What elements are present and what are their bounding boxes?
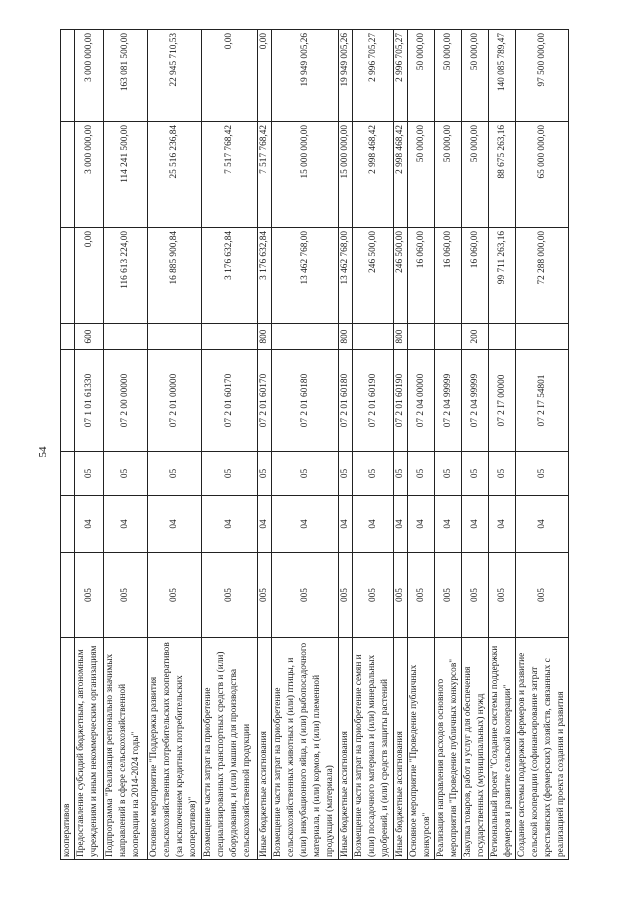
ved-code-cell: 005 — [258, 553, 272, 638]
pr-code-cell: 05 — [462, 452, 489, 496]
rz-code-cell — [61, 496, 75, 553]
amount-2-cell: 25 516 236,84 — [148, 122, 202, 228]
pr-code-cell: 05 — [148, 452, 202, 496]
pr-code-cell: 05 — [258, 452, 272, 496]
amount-2-cell: 50 000,00 — [462, 122, 489, 228]
name-cell: Реализация направления расходов основного мероприятия "Проведение публичных конкурсов" — [435, 638, 462, 860]
rz-code-cell: 04 — [408, 496, 435, 553]
budget-row — [408, 30, 435, 860]
amount-2-cell: 50 000,00 — [408, 122, 435, 228]
budget-row — [516, 30, 569, 860]
name-cell: Возмещение части затрат на приобретение сельскохозяйственных животных и (или) птицы, и (или) инкубационного яйца, и (или) рыбопосадочного материала, и (или) кормов, и (или) племенной продукции (материала) — [272, 638, 339, 860]
pr-code-cell: 05 — [104, 452, 148, 496]
pr-code-cell: 05 — [408, 452, 435, 496]
rz-code-cell: 04 — [148, 496, 202, 553]
amount-2-cell: 65 000 000,00 — [516, 122, 569, 228]
pr-code-cell: 05 — [272, 452, 339, 496]
budget-row — [489, 30, 516, 860]
budget-row — [339, 30, 353, 860]
budget-row — [202, 30, 258, 860]
rotated-document-page — [30, 30, 590, 860]
amount-1-cell: 0,00 — [75, 228, 104, 324]
pr-code-cell — [61, 452, 75, 496]
vr-code-cell: 200 — [462, 324, 489, 350]
name-cell: Подпрограмма "Реализация регионально значимых направлений в сфере сельскохозяйственной кооперации на 2014-2024 годы" — [104, 638, 148, 860]
amount-1-cell: 3 176 632,84 — [202, 228, 258, 324]
rz-code-cell: 04 — [258, 496, 272, 553]
csr-code-cell: 07 2 01 60180 — [339, 350, 353, 452]
name-cell: Иные бюджетные ассигнования — [258, 638, 272, 860]
pr-code-cell: 05 — [516, 452, 569, 496]
amount-2-cell: 15 000 000,00 — [272, 122, 339, 228]
rz-code-cell: 04 — [339, 496, 353, 553]
amount-1-cell: 116 613 224,00 — [104, 228, 148, 324]
ved-code-cell: 005 — [75, 553, 104, 638]
name-cell: Иные бюджетные ассигнования — [394, 638, 408, 860]
rz-code-cell: 04 — [272, 496, 339, 553]
ved-code-cell: 005 — [435, 553, 462, 638]
name-cell: Закупка товаров, работ и услуг для обеспечения государственных (муниципальных) нужд — [462, 638, 489, 860]
amount-2-cell — [61, 122, 75, 228]
pr-code-cell: 05 — [435, 452, 462, 496]
amount-1-cell: 16 060,00 — [462, 228, 489, 324]
name-cell: Возмещение части затрат на приобретение специализированных транспортных средств и (или) оборудования, и (или) машин для производства сельскохозяйственной продукции — [202, 638, 258, 860]
rz-code-cell: 04 — [435, 496, 462, 553]
ved-code-cell: 005 — [104, 553, 148, 638]
rz-code-cell: 04 — [462, 496, 489, 553]
csr-code-cell: 07 2 04 00000 — [408, 350, 435, 452]
budget-row — [435, 30, 462, 860]
csr-code-cell: 07 2 I7 00000 — [489, 350, 516, 452]
csr-code-cell: 07 2 01 60170 — [258, 350, 272, 452]
ved-code-cell: 005 — [272, 553, 339, 638]
amount-1-cell: 16 885 900,84 — [148, 228, 202, 324]
csr-code-cell: 07 2 01 60180 — [272, 350, 339, 452]
amount-1-cell: 246 500,00 — [394, 228, 408, 324]
ved-code-cell — [61, 553, 75, 638]
csr-code-cell: 07 2 04 99999 — [435, 350, 462, 452]
budget-row — [61, 30, 75, 860]
ved-code-cell: 005 — [489, 553, 516, 638]
pr-code-cell: 05 — [202, 452, 258, 496]
amount-2-cell: 7 517 768,42 — [202, 122, 258, 228]
amount-3-cell: 19 949 005,26 — [272, 30, 339, 122]
vr-code-cell — [61, 324, 75, 350]
vr-code-cell — [435, 324, 462, 350]
budget-row — [462, 30, 489, 860]
amount-3-cell: 22 945 710,53 — [148, 30, 202, 122]
amount-3-cell: 163 081 500,00 — [104, 30, 148, 122]
amount-3-cell: 50 000,00 — [435, 30, 462, 122]
vr-code-cell — [516, 324, 569, 350]
rz-code-cell: 04 — [516, 496, 569, 553]
name-cell: кооперативов — [61, 638, 75, 860]
csr-code-cell: 07 2 01 60190 — [394, 350, 408, 452]
budget-row — [394, 30, 408, 860]
vr-code-cell — [104, 324, 148, 350]
amount-3-cell: 2 996 705,27 — [353, 30, 394, 122]
name-cell: Предоставление субсидий бюджетным, автономным учреждениям и иным некоммерческим организациям — [75, 638, 104, 860]
amount-3-cell: 3 000 000,00 — [75, 30, 104, 122]
rz-code-cell: 04 — [75, 496, 104, 553]
vr-code-cell — [148, 324, 202, 350]
amount-2-cell: 2 998 468,42 — [353, 122, 394, 228]
pr-code-cell: 05 — [394, 452, 408, 496]
amount-3-cell: 50 000,00 — [462, 30, 489, 122]
amount-2-cell: 88 675 263,16 — [489, 122, 516, 228]
budget-row — [148, 30, 202, 860]
vr-code-cell — [202, 324, 258, 350]
amount-3-cell — [61, 30, 75, 122]
vr-code-cell: 800 — [339, 324, 353, 350]
amount-2-cell: 7 517 768,42 — [258, 122, 272, 228]
amount-1-cell: 13 462 768,00 — [272, 228, 339, 324]
name-cell: Основное мероприятие "Поддержка развития сельскохозяйственных потребительских кооперативов (за исключением кредитных потребительских кооперативов)" — [148, 638, 202, 860]
amount-3-cell: 0,00 — [258, 30, 272, 122]
ved-code-cell: 005 — [394, 553, 408, 638]
vr-code-cell: 800 — [258, 324, 272, 350]
name-cell: Возмещение части затрат на приобретение семян и (или) посадочного материала и (или) минеральных удобрений, и (или) средств защиты растений — [353, 638, 394, 860]
page-number: 54 — [37, 446, 49, 458]
pr-code-cell: 05 — [75, 452, 104, 496]
ved-code-cell: 005 — [148, 553, 202, 638]
amount-3-cell: 19 949 005,26 — [339, 30, 353, 122]
vr-code-cell — [353, 324, 394, 350]
rz-code-cell: 04 — [394, 496, 408, 553]
pr-code-cell: 05 — [489, 452, 516, 496]
amount-1-cell: 16 060,00 — [408, 228, 435, 324]
amount-3-cell: 0,00 — [202, 30, 258, 122]
ved-code-cell: 005 — [339, 553, 353, 638]
amount-1-cell: 99 711 263,16 — [489, 228, 516, 324]
name-cell: Основное мероприятие "Проведение публичных конкурсов" — [408, 638, 435, 860]
rz-code-cell: 04 — [104, 496, 148, 553]
budget-row — [272, 30, 339, 860]
name-cell: Региональный проект "Создание системы поддержки фермеров и развитие сельской кооперации" — [489, 638, 516, 860]
vr-code-cell — [272, 324, 339, 350]
budget-row — [258, 30, 272, 860]
amount-2-cell: 3 000 000,00 — [75, 122, 104, 228]
csr-code-cell: 07 2 I7 54801 — [516, 350, 569, 452]
budget-table — [60, 29, 569, 860]
amount-2-cell: 2 998 468,42 — [394, 122, 408, 228]
csr-code-cell: 07 2 04 99999 — [462, 350, 489, 452]
csr-code-cell: 07 2 01 00000 — [148, 350, 202, 452]
csr-code-cell — [61, 350, 75, 452]
budget-row — [104, 30, 148, 860]
budget-row — [75, 30, 104, 860]
rz-code-cell: 04 — [353, 496, 394, 553]
csr-code-cell: 07 1 01 61330 — [75, 350, 104, 452]
rz-code-cell: 04 — [202, 496, 258, 553]
budget-row — [353, 30, 394, 860]
amount-3-cell: 140 085 789,47 — [489, 30, 516, 122]
csr-code-cell: 07 2 01 60190 — [353, 350, 394, 452]
vr-code-cell: 600 — [75, 324, 104, 350]
rz-code-cell: 04 — [489, 496, 516, 553]
vr-code-cell: 800 — [394, 324, 408, 350]
name-cell: Иные бюджетные ассигнования — [339, 638, 353, 860]
amount-1-cell: 16 060,00 — [435, 228, 462, 324]
vr-code-cell — [489, 324, 516, 350]
amount-3-cell: 50 000,00 — [408, 30, 435, 122]
ved-code-cell: 005 — [202, 553, 258, 638]
amount-3-cell: 2 996 705,27 — [394, 30, 408, 122]
amount-1-cell — [61, 228, 75, 324]
amount-1-cell: 13 462 768,00 — [339, 228, 353, 324]
vr-code-cell — [408, 324, 435, 350]
amount-2-cell: 15 000 000,00 — [339, 122, 353, 228]
csr-code-cell: 07 2 00 00000 — [104, 350, 148, 452]
amount-1-cell: 3 176 632,84 — [258, 228, 272, 324]
ved-code-cell: 005 — [462, 553, 489, 638]
name-cell: Создание системы поддержки фермеров и развитие сельской кооперации (софинансирование затрат крестьянских (фермерских) хозяйств, связанных с реализацией проекта создания и развития — [516, 638, 569, 860]
pr-code-cell: 05 — [339, 452, 353, 496]
amount-3-cell: 97 500 000,00 — [516, 30, 569, 122]
amount-2-cell: 50 000,00 — [435, 122, 462, 228]
ved-code-cell: 005 — [516, 553, 569, 638]
csr-code-cell: 07 2 01 60170 — [202, 350, 258, 452]
amount-1-cell: 246 500,00 — [353, 228, 394, 324]
pr-code-cell: 05 — [353, 452, 394, 496]
ved-code-cell: 005 — [408, 553, 435, 638]
amount-2-cell: 114 241 500,00 — [104, 122, 148, 228]
ved-code-cell: 005 — [353, 553, 394, 638]
amount-1-cell: 72 288 000,00 — [516, 228, 569, 324]
